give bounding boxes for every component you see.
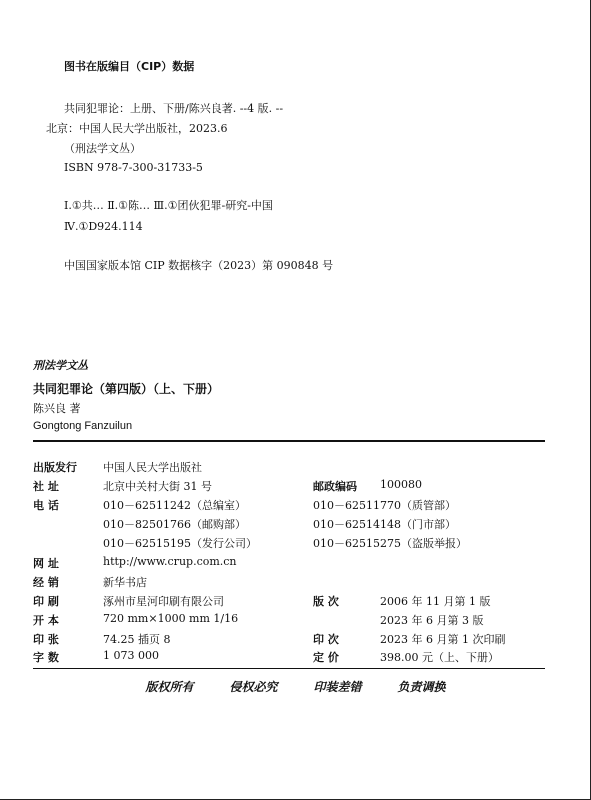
format-label: 开 本	[33, 614, 59, 627]
copyright-notice	[0, 678, 591, 695]
sheets-label: 印 张	[33, 633, 59, 646]
motto-3: 印装差错	[313, 680, 362, 694]
phone-6: 010－62515275（盗版举报）	[313, 537, 467, 550]
postcode-value: 100080	[380, 478, 422, 491]
address-value: 北京中关村大街 31 号	[103, 480, 212, 493]
postcode-label: 邮政编码	[313, 480, 357, 493]
edition-1: 2006 年 11 月第 1 版	[380, 595, 491, 608]
cip-line-6: Ⅳ.①D924.114	[64, 220, 143, 233]
publisher-value: 中国人民大学出版社	[103, 461, 202, 474]
divider-bottom	[33, 668, 545, 669]
price-label: 定 价	[313, 651, 339, 664]
phone-2: 010－82501766（邮购部）	[103, 518, 246, 531]
cip-line-3: （刑法学文丛）	[64, 142, 141, 155]
cip-line-7: 中国国家版本馆 CIP 数据核字（2023）第 090848 号	[64, 259, 334, 272]
price-value: 398.00 元（上、下册）	[380, 651, 499, 664]
printing-value: 2023 年 6 月第 1 次印刷	[380, 633, 506, 646]
edition-2: 2023 年 6 月第 3 版	[380, 614, 484, 627]
distributor-value: 新华书店	[103, 576, 147, 589]
pinyin-title: Gongtong Fanzuilun	[33, 420, 133, 432]
phone-label: 电 话	[33, 499, 59, 512]
phone-3: 010－62515195（发行公司）	[103, 537, 257, 550]
publisher-label: 出版发行	[33, 461, 77, 474]
format-value: 720 mm×1000 mm 1/16	[103, 612, 239, 625]
printing-label: 印 次	[313, 633, 339, 646]
motto-4: 负责调换	[397, 680, 446, 694]
cip-line-4: ISBN 978-7-300-31733-5	[64, 161, 203, 174]
web-label: 网 址	[33, 557, 59, 570]
series-name: 刑法学文丛	[33, 359, 88, 372]
cip-line-2: 北京：中国人民大学出版社，2023.6	[46, 122, 228, 135]
edition-label: 版 次	[313, 595, 339, 608]
book-title: 共同犯罪论（第四版）（上、下册）	[33, 382, 220, 396]
words-label: 字 数	[33, 651, 59, 664]
sheets-value: 74.25 插页 8	[103, 633, 171, 646]
cip-title: 图书在版编目（CIP）数据	[64, 60, 195, 73]
phone-5: 010－62514148（门市部）	[313, 518, 456, 531]
address-label: 社 址	[33, 480, 59, 493]
phone-1: 010－62511242（总编室）	[103, 499, 246, 512]
cip-line-1: 共同犯罪论：上册、下册/陈兴良著. --4 版. --	[64, 102, 284, 115]
divider-top	[33, 440, 545, 442]
web-value: http://www.crup.com.cn	[103, 555, 237, 568]
motto-1: 版权所有	[145, 680, 194, 694]
motto-2: 侵权必究	[229, 680, 278, 694]
printer-label: 印 刷	[33, 595, 59, 608]
author: 陈兴良 著	[33, 402, 81, 415]
words-value: 1 073 000	[103, 649, 159, 662]
distributor-label: 经 销	[33, 576, 59, 589]
phone-4: 010－62511770（质管部）	[313, 499, 456, 512]
printer-value: 涿州市星河印刷有限公司	[103, 595, 224, 608]
cip-line-5: Ⅰ.①共… Ⅱ.①陈… Ⅲ.①团伙犯罪-研究-中国	[64, 199, 273, 212]
